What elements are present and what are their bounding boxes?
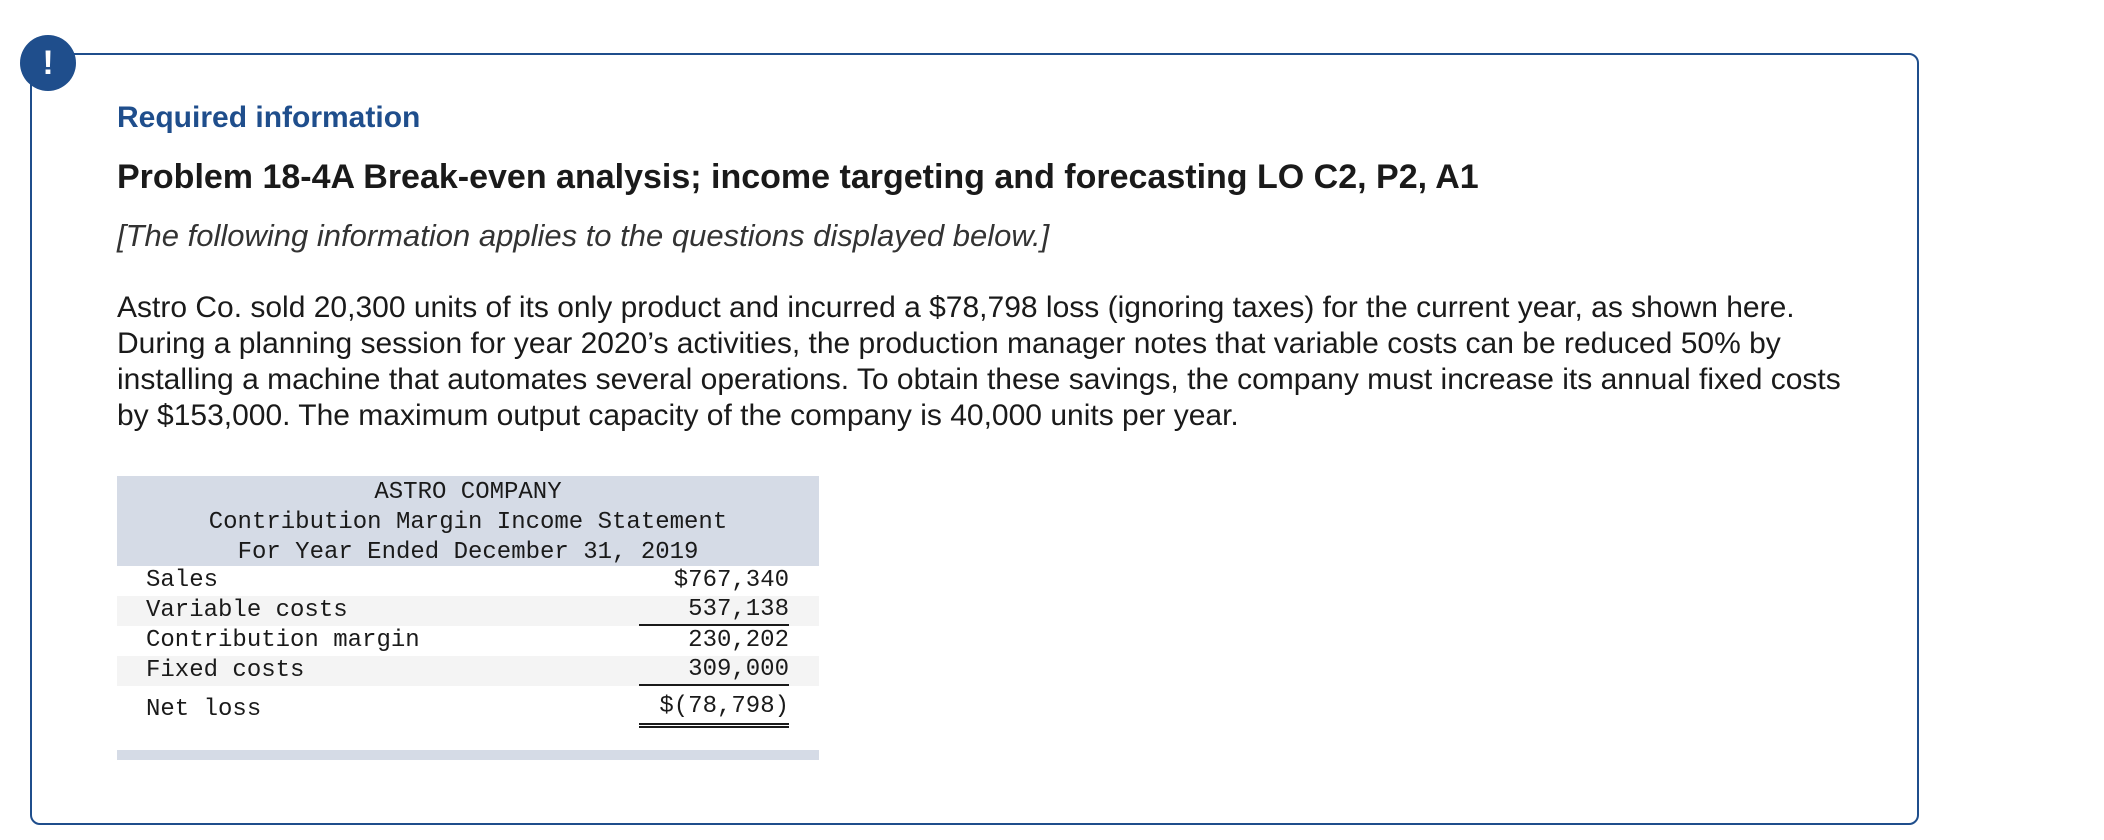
statement-period: For Year Ended December 31, 2019 — [237, 539, 699, 566]
row-amount: 309,000 — [639, 656, 789, 686]
row-label: Variable costs — [146, 597, 348, 624]
row-label: Contribution margin — [146, 627, 420, 654]
problem-description: Astro Co. sold 20,300 units of its only product and incurred a $78,798 loss (ignoring taxes) for the current year, as shown here. During a planning session for year 2020’s activities, the production manager notes that variable costs can be reduced 50% by installing a machine that automates several operations. To obtain these savings, the company must increase its annual fixed costs by $153,000. The maximum output capacity of the company is 40,000 units per year. — [117, 291, 1841, 432]
statement-title: Contribution Margin Income Statement — [208, 509, 728, 536]
alert-icon: ! — [20, 35, 76, 91]
statement-footer-bar — [117, 750, 819, 760]
row-label: Sales — [146, 567, 219, 594]
row-amount: 537,138 — [639, 596, 789, 626]
applies-note: [The following information applies to the questions displayed below.] — [117, 218, 1050, 253]
row-label: Net loss — [146, 696, 262, 723]
statement-row-contribution-margin — [117, 626, 819, 656]
statement-header — [117, 476, 819, 566]
row-amount: $(78,798) — [639, 692, 789, 728]
row-amount: 230,202 — [688, 627, 789, 654]
statement-row-sales — [117, 566, 819, 596]
row-label: Fixed costs — [146, 657, 305, 684]
statement-row-fixed-costs — [117, 656, 819, 686]
statement-row-variable-costs — [117, 596, 819, 626]
problem-title: Problem 18-4A Break-even analysis; income targeting and forecasting LO C2, P2, A1 — [117, 158, 1479, 196]
required-information-heading: Required information — [117, 101, 421, 134]
statement-row-net-loss — [117, 686, 819, 734]
row-amount: $767,340 — [673, 567, 789, 594]
statement-company: ASTRO COMPANY — [374, 479, 562, 506]
income-statement — [117, 476, 819, 760]
